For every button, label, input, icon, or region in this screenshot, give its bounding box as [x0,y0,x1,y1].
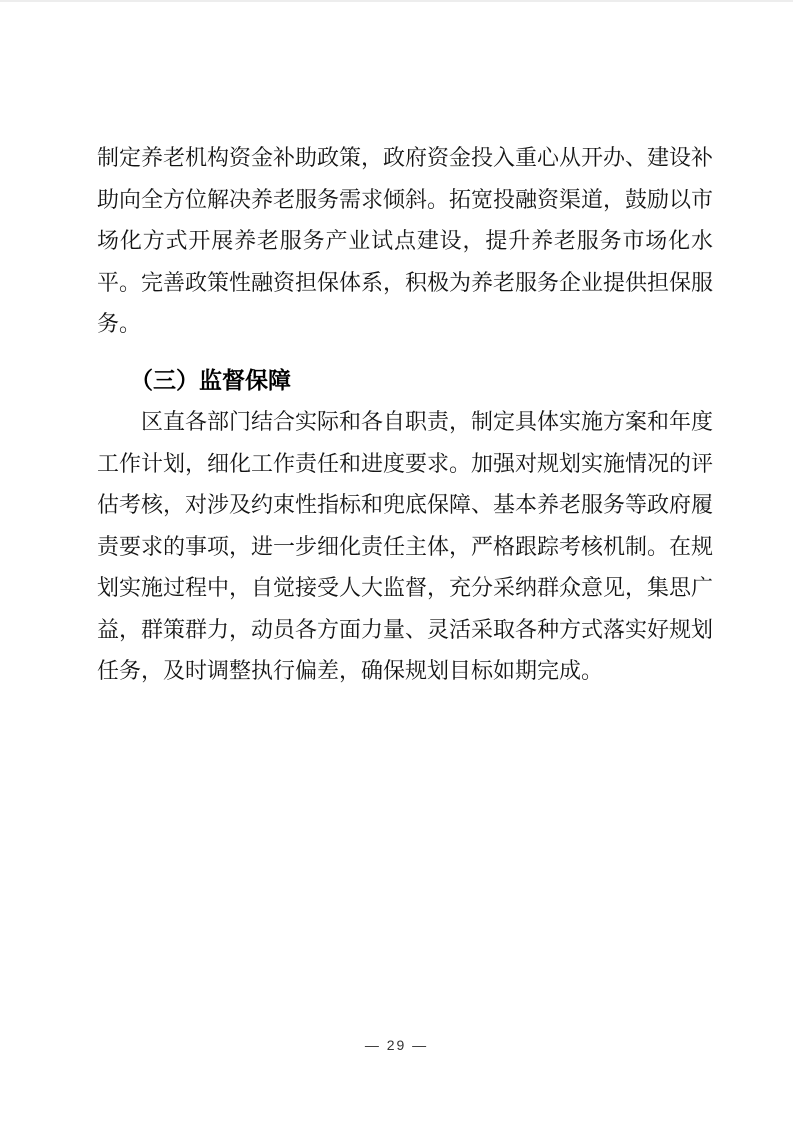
body-paragraph: 区直各部门结合实际和各自职责，制定具体实施方案和年度工作计划，细化工作责任和进度要求。加强对规划实施情况的评估考核，对涉及约束性指标和兜底保障、基本养老服务等政府履责要求的事项，进一步细化责任主体，严格跟踪考核机制。在规划实施过程中，自觉接受人大监督，充分采纳群众意见，集思广益，群策群力，动员各方面力量、灵活采取各种方式落实好规划任务，及时调整执行偏差，确保规划目标如期完成。 [97,409,714,683]
continuation-paragraph: 制定养老机构资金补助政策，政府资金投入重心从开办、建设补助向全方位解决养老服务需求倾斜。拓宽投融资渠道，鼓励以市场化方式开展养老服务产业试点建设，提升养老服务市场化水平。完善政策性融资担保体系，积极为养老服务企业提供担保服务。 [97,145,714,336]
page-number: — 29 — [364,1037,429,1053]
section-heading: （三）监督保障 [130,366,291,393]
document-content [97,137,713,692]
page-top-edge-line [0,0,793,2]
